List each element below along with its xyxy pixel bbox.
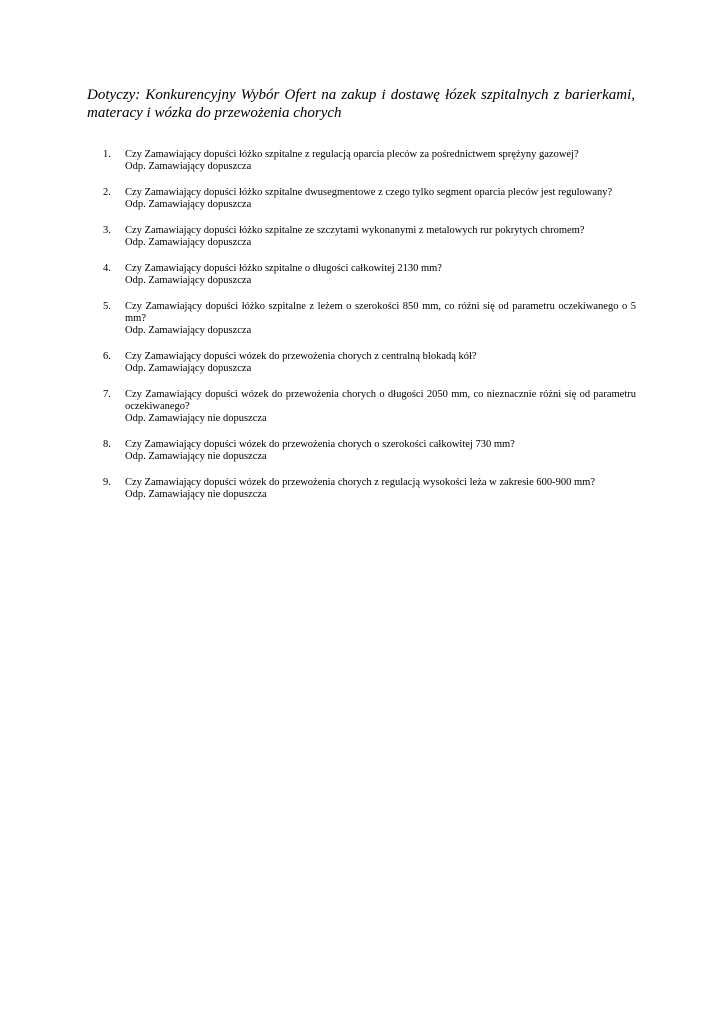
question-number: 2. bbox=[103, 187, 111, 198]
question-body bbox=[125, 351, 636, 375]
question-number: 5. bbox=[103, 301, 111, 312]
question-number: 1. bbox=[103, 149, 111, 160]
document-title: Dotyczy: Konkurencyjny Wybór Ofert na zakup i dostawę łózek szpitalnych z barierkami, materacy i wózka do przewożenia chorych bbox=[87, 87, 635, 121]
question-item-8 bbox=[0, 439, 725, 463]
question-body bbox=[125, 439, 636, 463]
question-item-4 bbox=[0, 263, 725, 287]
question-list bbox=[0, 149, 725, 515]
question-item-3 bbox=[0, 225, 725, 249]
question-text: Czy Zamawiający dopuści łóżko szpitalne z leżem o szerokości 850 mm, co różni się od parametru oczekiwanego o 5 mm? bbox=[125, 301, 636, 324]
question-text: Czy Zamawiający dopuści wózek do przewożenia chorych o szerokości całkowitej 730 mm? bbox=[125, 439, 515, 450]
answer-text: Odp. Zamawiający dopuszcza bbox=[125, 363, 252, 374]
question-number: 6. bbox=[103, 351, 111, 362]
question-item-2 bbox=[0, 187, 725, 211]
answer-text: Odp. Zamawiający dopuszcza bbox=[125, 275, 252, 286]
question-body bbox=[125, 149, 636, 173]
question-item-1 bbox=[0, 149, 725, 173]
question-item-6 bbox=[0, 351, 725, 375]
question-text: Czy Zamawiający dopuści łóżko szpitalne dwusegmentowe z czego tylko segment oparcia pleców jest regulowany? bbox=[125, 187, 613, 198]
question-text: Czy Zamawiający dopuści wózek do przewożenia chorych o długości 2050 mm, co nieznacznie różni się od parametru oczekiwanego? bbox=[125, 389, 636, 412]
question-body bbox=[125, 477, 636, 501]
question-text: Czy Zamawiający dopuści łóżko szpitalne ze szczytami wykonanymi z metalowych rur pokrytych chromem? bbox=[125, 225, 585, 236]
question-number: 8. bbox=[103, 439, 111, 450]
question-text: Czy Zamawiający dopuści wózek do przewożenia chorych z centralną blokadą kół? bbox=[125, 351, 477, 362]
question-body bbox=[125, 263, 636, 287]
question-text: Czy Zamawiający dopuści łóżko szpitalne z regulacją oparcia pleców za pośrednictwem sprężyny gazowej? bbox=[125, 149, 579, 160]
answer-text: Odp. Zamawiający dopuszcza bbox=[125, 161, 252, 172]
question-item-9 bbox=[0, 477, 725, 501]
answer-text: Odp. Zamawiający dopuszcza bbox=[125, 199, 252, 210]
question-item-5 bbox=[0, 301, 725, 337]
answer-text: Odp. Zamawiający nie dopuszcza bbox=[125, 413, 267, 424]
question-text: Czy Zamawiający dopuści łóżko szpitalne o długości całkowitej 2130 mm? bbox=[125, 263, 442, 274]
question-item-7 bbox=[0, 389, 725, 425]
question-number: 3. bbox=[103, 225, 111, 236]
question-body bbox=[125, 225, 636, 249]
question-number: 9. bbox=[103, 477, 111, 488]
question-text: Czy Zamawiający dopuści wózek do przewożenia chorych z regulacją wysokości leża w zakresie 600-900 mm? bbox=[125, 477, 595, 488]
answer-text: Odp. Zamawiający nie dopuszcza bbox=[125, 451, 267, 462]
answer-text: Odp. Zamawiający dopuszcza bbox=[125, 237, 252, 248]
question-body bbox=[125, 301, 636, 337]
question-number: 7. bbox=[103, 389, 111, 400]
question-number: 4. bbox=[103, 263, 111, 274]
question-body bbox=[125, 187, 636, 211]
answer-text: Odp. Zamawiający nie dopuszcza bbox=[125, 489, 267, 500]
answer-text: Odp. Zamawiający dopuszcza bbox=[125, 325, 252, 336]
question-body bbox=[125, 389, 636, 425]
